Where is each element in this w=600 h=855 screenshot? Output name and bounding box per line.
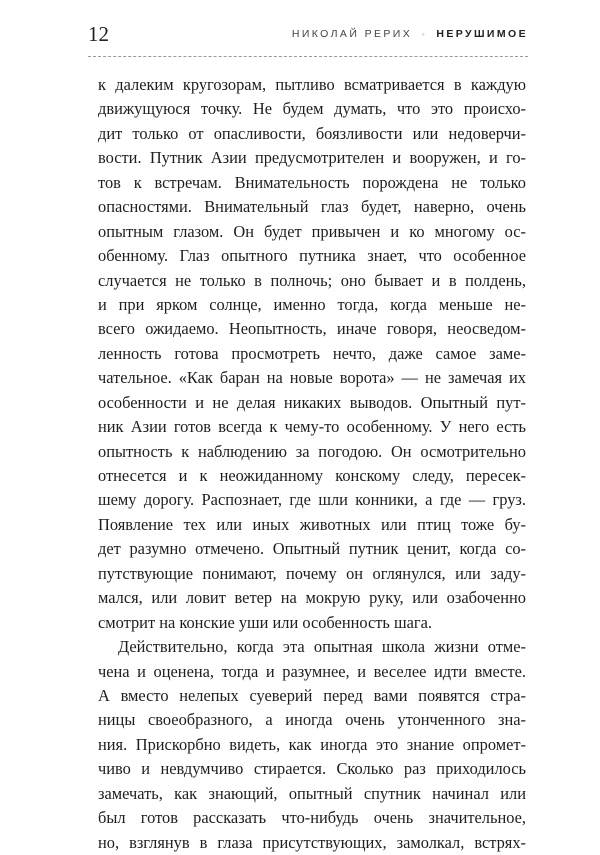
paragraph-2 xyxy=(98,635,526,855)
text-line: всего ожидаемо. Неопытность, иначе говоря, неосведом- xyxy=(98,319,526,339)
text-line: ницы своеобразного, а иногда очень утонченного зна- xyxy=(98,710,526,730)
book-title: НЕРУШИМОЕ xyxy=(436,28,528,40)
text-line: но, взглянув в глаза присутствующих, замолкал, встрях- xyxy=(98,832,526,852)
text-line: чена и оценена, тогда и разумнее, и веселее идти вместе. xyxy=(98,661,526,681)
text-line: движущуюся точку. Не будем думать, что это происхо- xyxy=(98,99,526,119)
text-line: дит только от опасливости, боязливости или недоверчи- xyxy=(98,123,526,143)
text-line: опасностями. Внимательный глаз будет, наверно, очень xyxy=(98,197,526,217)
body-text xyxy=(98,73,526,855)
text-line: случается не только в полночь; оно бывает и в полдень, xyxy=(98,270,526,290)
text-line: А вместо нелепых суеверий перед вами появятся стра- xyxy=(98,685,526,705)
text-line: дет разумно отмечено. Опытный путник ценит, когда со- xyxy=(98,539,526,559)
text-line: обенному. Глаз опытного путника знает, что особенное xyxy=(98,246,526,266)
text-line: ния. Прискорбно видеть, как иногда это знание опромет- xyxy=(98,734,526,754)
text-line: чиво и невдумчиво стирается. Сколько раз приходилось xyxy=(98,759,526,779)
text-line: тов к встречам. Внимательность порождена не только xyxy=(98,172,526,192)
header-separator-icon: ◦ xyxy=(421,29,428,39)
text-line: чательное. «Как баран на новые ворота» — не замечая их xyxy=(98,368,526,388)
text-line: мался, или ловит ветер на мокрую руку, или озабоченно xyxy=(98,588,526,608)
text-line: опытность к наблюдению за погодою. Он осмотрительно xyxy=(98,441,526,461)
text-line: вости. Путник Азии предусмотрителен и вооружен, и го- xyxy=(98,148,526,168)
text-line: путствующие понимают, почему он оглянулся, или заду- xyxy=(98,563,526,583)
text-line: Появление тех или иных животных или птиц тоже бу- xyxy=(98,514,526,534)
text-line: опытным глазом. Он будет привычен и ко многому ос- xyxy=(98,221,526,241)
header-divider xyxy=(88,56,528,57)
text-line: особенности и не делая никаких выводов. Опытный пут- xyxy=(98,392,526,412)
author-name: НИКОЛАЙ РЕРИХ xyxy=(291,28,413,40)
page-number: 12 xyxy=(88,22,109,46)
text-line: смотрит на конские уши или особенность шага. xyxy=(98,612,432,632)
text-line: шему дорогу. Распознает, где шли конники, а где — груз. xyxy=(98,490,526,510)
text-line: к далеким кругозорам, пытливо всматривается в каждую xyxy=(98,75,526,94)
text-line: замечать, как знающий, опытный спутник начинал или xyxy=(98,783,526,803)
text-line: Действительно, когда эта опытная школа жизни отме- xyxy=(118,637,526,657)
running-head xyxy=(292,28,528,40)
text-line: и при ярком солнце, именно тогда, когда меньше не- xyxy=(98,294,526,314)
page-header xyxy=(88,22,528,56)
text-line: отнесется и к неожиданному конскому следу, пересек- xyxy=(98,466,526,485)
text-line: ник Азии готов всегда к чему-то особенному. У него есть xyxy=(98,417,526,437)
paragraph-1 xyxy=(98,73,526,635)
text-line: ленность готова просмотреть нечто, даже самое заме- xyxy=(98,343,526,363)
text-line: был готов рассказать что-нибудь очень значительное, xyxy=(98,808,526,828)
